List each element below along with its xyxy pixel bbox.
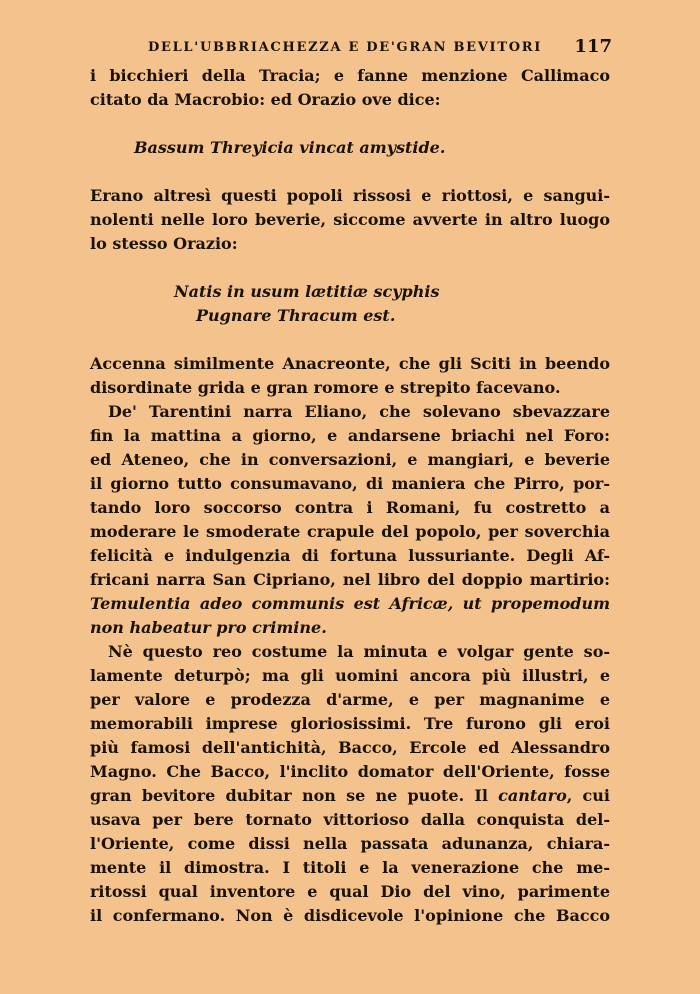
latin-quote-line: non habeatur pro crimine.: [90, 618, 327, 637]
paragraph-start-line: Nè questo reo costume la minuta e volgar gente so-: [108, 642, 610, 661]
text-line: Magno. Che Bacco, l'inclito domator dell'Oriente, fosse: [90, 762, 610, 781]
text-line: il giorno tutto consumavano, di maniera che Pirro, por-: [90, 474, 610, 493]
page-number: 117: [574, 36, 612, 57]
text-line: per valore e prodezza d'arme, e per magnanime e: [90, 690, 610, 709]
text-line: fricani narra San Cipriano, nel libro del doppio martirio:: [90, 570, 610, 589]
text-line: citato da Macrobio: ed Orazio ove dice:: [90, 90, 441, 109]
italic-word-cantaro: cantaro: [498, 786, 567, 805]
text-line: disordinate grida e gran romore e strepito facevano.: [90, 378, 561, 397]
text-line-mixed: [90, 784, 610, 808]
text-line: i bicchieri della Tracia; e fanne menzione Callimaco: [90, 66, 610, 85]
quotation-line: Bassum Threyicia vincat amystide.: [134, 138, 446, 157]
text-line: Erano altresì questi popoli rissosi e riottosi, e sangui-: [90, 186, 610, 205]
text-line: lamente deturpò; ma gli uomini ancora più illustri, e: [90, 666, 610, 685]
page-body: [90, 64, 610, 928]
page-header: [148, 36, 612, 58]
text-line: moderare le smoderate crapule del popolo, per soverchia: [90, 522, 610, 541]
paragraph-start-line: De' Tarentini narra Eliano, che solevano sbevazzare: [108, 402, 610, 421]
running-title: DELL'UBBRIACHEZZA E DE'GRAN BEVITORI: [148, 40, 543, 55]
text-line: Accenna similmente Anacreonte, che gli Sciti in beendo: [90, 354, 610, 373]
text-fragment: gran bevitore dubitar non se ne puote. Il: [90, 786, 488, 805]
text-line: memorabili imprese gloriosissimi. Tre furono gli eroi: [90, 714, 610, 733]
text-line: fin la mattina a giorno, e andarsene briachi nel Foro:: [90, 426, 610, 445]
text-line: ritossi qual inventore e qual Dio del vino, parimente: [90, 882, 610, 901]
text-line: nolenti nelle loro beverie, siccome avverte in altro luogo: [90, 210, 610, 229]
text-line: lo stesso Orazio:: [90, 234, 238, 253]
text-line: il confermano. Non è disdicevole l'opinione che Bacco: [90, 906, 610, 925]
text-line: l'Oriente, come dissi nella passata adunanza, chiara-: [90, 834, 610, 853]
text-line: ed Ateneo, che in conversazioni, e mangiari, e beverie: [90, 450, 610, 469]
latin-quote-line: Temulentia adeo communis est Africæ, ut propemodum: [90, 594, 610, 613]
verse-line: Natis in usum lætitiæ scyphis: [174, 282, 440, 301]
text-line: tando loro soccorso contra i Romani, fu costretto a: [90, 498, 610, 517]
text-line: felicità e indulgenzia di fortuna lussuriante. Degli Af-: [90, 546, 610, 565]
text-line: mente il dimostra. I titoli e la venerazione che me-: [90, 858, 610, 877]
verse-line: Pugnare Thracum est.: [196, 306, 396, 325]
text-line: usava per bere tornato vittorioso dalla conquista del-: [90, 810, 610, 829]
text-fragment: , cui: [566, 786, 611, 805]
text-line: più famosi dell'antichità, Bacco, Ercole ed Alessandro: [90, 738, 610, 757]
